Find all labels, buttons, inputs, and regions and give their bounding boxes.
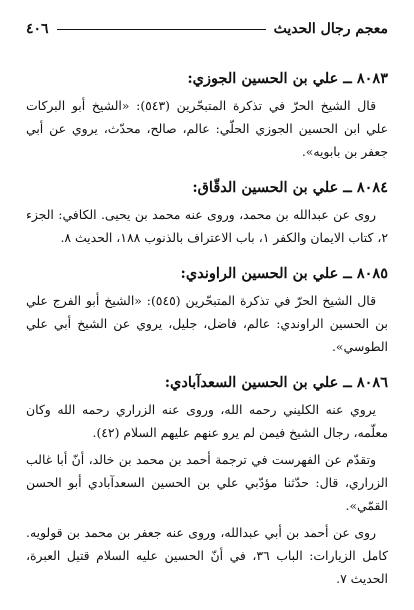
page-header — [26, 18, 388, 40]
entry-8086 — [26, 372, 388, 590]
entry-paragraph: يروي عنه الكليني رحمه الله، وروى عنه الزراري رحمه الله وكان معلّمه، رجال الشيخ فيمن لم يرو عنهم عليهم السلام (٤٢). — [26, 402, 388, 440]
entry-8084 — [26, 177, 388, 249]
entries-list — [26, 68, 388, 590]
entry-heading: ٨٠٨٥ ــ علي بن الحسين الراوندي: — [180, 265, 388, 282]
entry-8083 — [26, 68, 388, 163]
entry-heading: ٨٠٨٤ ــ علي بن الحسين الدقّاق: — [192, 179, 388, 196]
entry-paragraph: قال الشيخ الحرّ في تذكرة المتبحّرين (٥٤٥): «الشيخ أبو الفرج علي بن الحسين الراوندي: عالم، فاضل، جليل، يروي عن الشيخ أبي علي الطوسي». — [26, 293, 388, 354]
entry-8085 — [26, 263, 388, 358]
entry-paragraph: وتقدّم عن الفهرست في ترجمة أحمد بن محمد بن خالد، أنّ أبا غالب الزراري، قال: حدّثنا مؤدّبي علي بن الحسين السعدآبادي أبو الحسن القمّي». — [26, 452, 388, 513]
entry-heading: ٨٠٨٦ ــ علي بن الحسين السعدآبادي: — [164, 374, 388, 391]
running-title: معجم رجال الحديث — [273, 21, 388, 37]
entry-paragraph: قال الشيخ الحرّ في تذكرة المتبحّرين (٥٤٣): «الشيخ أبو البركات علي ابن الحسين الجوزي الحلّي: عالم، صالح، محدّث، يروي عن أبي جعفر بن بابويه». — [26, 98, 388, 159]
entry-paragraph: روى عن أحمد بن أبي عبدالله، وروى عنه جعفر بن محمد بن قولويه. كامل الزيارات: الباب ٣٦، في أنّ الحسين عليه السلام قتيل العبرة، الحديث ٧. — [26, 525, 388, 586]
page-number: ٤٠٦ — [26, 21, 49, 37]
entry-paragraph: روى عن عبدالله بن محمد، وروى عنه محمد بن يحيى. الكافي: الجزء ٢، كتاب الايمان والكفر ١، باب الاعتراف بالذنوب ١٨٨، الحديث ٨. — [26, 207, 388, 245]
entry-heading: ٨٠٨٣ ــ علي بن الحسين الجوزي: — [187, 70, 388, 87]
header-rule — [57, 29, 266, 30]
